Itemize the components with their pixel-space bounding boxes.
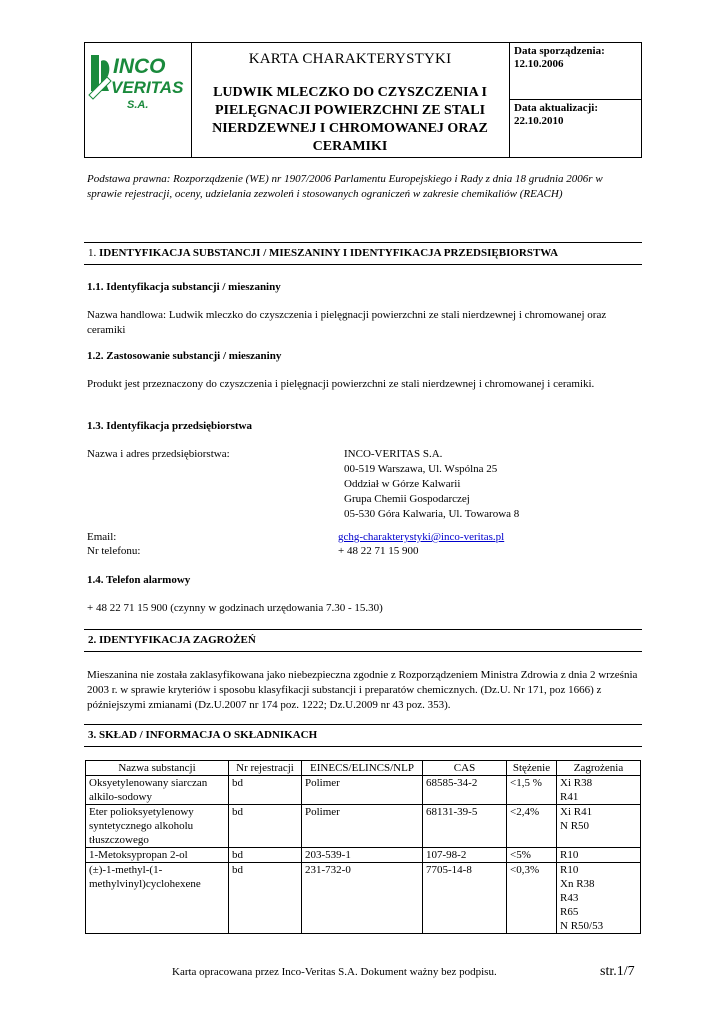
section-2-text: Mieszanina nie została zaklasyfikowana jako niebezpieczna zgodnie z Rozporządzeniem Ministra Zdrowia z dnia 2 września 2003 r. w sprawie kryteriów i sposobu klasyfikacji substancji i preparatów chemicznych. (Dz.U. Nr 171, poz 1666) z późniejszymi zmianami (Dz.U.2007 nr 174 poz. 1222; Dz.U.2009 nr 43 poz. 353). [87, 669, 638, 711]
logo-veritas-text: VERITAS [111, 78, 184, 97]
registration-number: bd [229, 776, 302, 805]
cas-number: 7705-14-8 [423, 863, 507, 934]
hazard-code: R10 [560, 849, 579, 861]
address-line: Grupa Chemii Gospodarczej [344, 493, 470, 505]
created-date-label: Data sporządzenia: [514, 45, 605, 57]
einecs-number: Polimer [302, 776, 423, 805]
cas-number: 68131-39-5 [423, 805, 507, 848]
table-header-row [86, 761, 641, 776]
hazard-code: Xi R41 [560, 806, 593, 818]
usage-text: Produkt jest przeznaczony do czyszczenia i pielęgnacji powierzchni ze stali nierdzewnej i chromowanej i ceramiki. [87, 378, 595, 390]
phone-label: Nr telefonu: [87, 545, 141, 557]
column-header: Nazwa substancji [86, 761, 229, 776]
hazard-code: R43 [560, 892, 579, 904]
trade-name-text: Nazwa handlowa: Ludwik mleczko do czyszczenia i pielęgnacji powierzchni ze stali nierdzewnej i chromowanej oraz ceramiki [87, 309, 607, 336]
column-header: Zagrożenia [557, 761, 641, 776]
email-link[interactable] [338, 530, 504, 545]
created-date-value: 12.10.2006 [514, 58, 564, 70]
hazards [557, 776, 641, 805]
hazard-code: R65 [560, 906, 579, 918]
logo-inco-text: INCO [113, 55, 166, 78]
subsection-1-4-title: 1.4. Telefon alarmowy [87, 574, 191, 586]
document-title: KARTA CHARAKTERYSTYKI [248, 51, 452, 67]
subsection-1-1-title: 1.1. Identyfikacja substancji / mieszaniny [87, 281, 281, 293]
email-label: Email: [87, 531, 117, 543]
concentration: <1,5 % [507, 776, 557, 805]
substance-name: Oksyetylenowany siarczan alkilo-sodowy [86, 776, 229, 805]
hazards [557, 848, 641, 863]
composition-table [85, 760, 641, 934]
cas-number: 68585-34-2 [423, 776, 507, 805]
cas-number: 107-98-2 [423, 848, 507, 863]
inco-veritas-logo [87, 51, 191, 111]
legal-basis: Podstawa prawna: Rozporządzenie (WE) nr 1907/2006 Parlamentu Europejskiego i Rady z dnia 18 grudnia 2006r w sprawie rejestracji, oceny, udzielania zezwoleń i stosowanych ograniczeń w zakresie chemikaliów (REACH) [87, 173, 603, 200]
section-1-heading [84, 242, 642, 265]
substance-name: Eter polioksyetylenowy syntetycznego alkoholu tłuszczowego [86, 805, 229, 848]
section-2-heading: 2. IDENTYFIKACJA ZAGROŻEŃ [84, 629, 642, 652]
registration-number: bd [229, 848, 302, 863]
section-1-number: 1. [88, 247, 97, 259]
alarm-phone-text: + 48 22 71 15 900 (czynny w godzinach urzędowania 7.30 - 15.30) [87, 602, 383, 614]
logo-cell [85, 43, 192, 157]
column-header: Stężenie [507, 761, 557, 776]
section-3-heading: 3. SKŁAD / INFORMACJA O SKŁADNIKACH [84, 724, 642, 747]
concentration: <2,4% [507, 805, 557, 848]
column-header: CAS [423, 761, 507, 776]
table-row [86, 848, 641, 863]
table-row [86, 805, 641, 848]
address-label: Nazwa i adres przedsiębiorstwa: [87, 448, 230, 460]
substance-name: (±)-1-methyl-(1-methylvinyl)cyclohexene [86, 863, 229, 934]
concentration: <5% [507, 848, 557, 863]
hazard-code: Xn R38 [560, 878, 595, 890]
created-date-block [509, 43, 641, 100]
address-line: INCO-VERITAS S.A. [344, 448, 443, 460]
table-row [86, 776, 641, 805]
phone-value: + 48 22 71 15 900 [338, 545, 419, 557]
email-link-text[interactable]: gchg-charakterystyki@inco-veritas.pl [338, 531, 505, 543]
hazards [557, 805, 641, 848]
subsection-1-3-title: 1.3. Identyfikacja przedsiębiorstwa [87, 420, 252, 432]
address-line: Oddział w Górze Kalwarii [344, 478, 461, 490]
section-1-title: IDENTYFIKACJA SUBSTANCJI / MIESZANINY I IDENTYFIKACJA PRZEDSIĘBIORSTWA [99, 247, 559, 259]
date-cell [509, 43, 641, 157]
hazard-code: Xi R38 [560, 777, 593, 789]
table-row [86, 863, 641, 934]
column-header: EINECS/ELINCS/NLP [302, 761, 423, 776]
subsection-1-2-title: 1.2. Zastosowanie substancji / mieszaniny [87, 350, 282, 362]
hazards [557, 863, 641, 934]
title-cell [191, 43, 510, 157]
address-line: 05-530 Góra Kalwaria, Ul. Towarowa 8 [344, 508, 520, 520]
substance-name: 1-Metoksypropan 2-ol [86, 848, 229, 863]
updated-date-block [509, 100, 641, 157]
hazard-code: N R50/53 [560, 920, 604, 932]
logo-sa-text: S.A. [127, 99, 149, 111]
hazard-code: N R50 [560, 820, 590, 832]
company-address [344, 447, 519, 522]
registration-number: bd [229, 863, 302, 934]
page-number: str.1/7 [600, 964, 635, 979]
registration-number: bd [229, 805, 302, 848]
hazard-code: R41 [560, 791, 579, 803]
einecs-number: Polimer [302, 805, 423, 848]
footer-note: Karta opracowana przez Inco-Veritas S.A. Dokument ważny bez podpisu. [172, 966, 497, 978]
document-header [84, 42, 642, 158]
einecs-number: 203-539-1 [302, 848, 423, 863]
address-line: 00-519 Warszawa, Ul. Wspólna 25 [344, 463, 498, 475]
product-title: LUDWIK MLECZKO DO CZYSZCZENIA I PIELĘGNACJI POWIERZCHNI ZE STALI NIERDZEWNEJ I CHROMOWANEJ ORAZ CERAMIKI [212, 85, 488, 154]
hazard-code: R10 [560, 864, 579, 876]
concentration: <0,3% [507, 863, 557, 934]
updated-date-value: 22.10.2010 [514, 115, 564, 127]
einecs-number: 231-732-0 [302, 863, 423, 934]
column-header: Nr rejestracji [229, 761, 302, 776]
updated-date-label: Data aktualizacji: [514, 102, 599, 114]
